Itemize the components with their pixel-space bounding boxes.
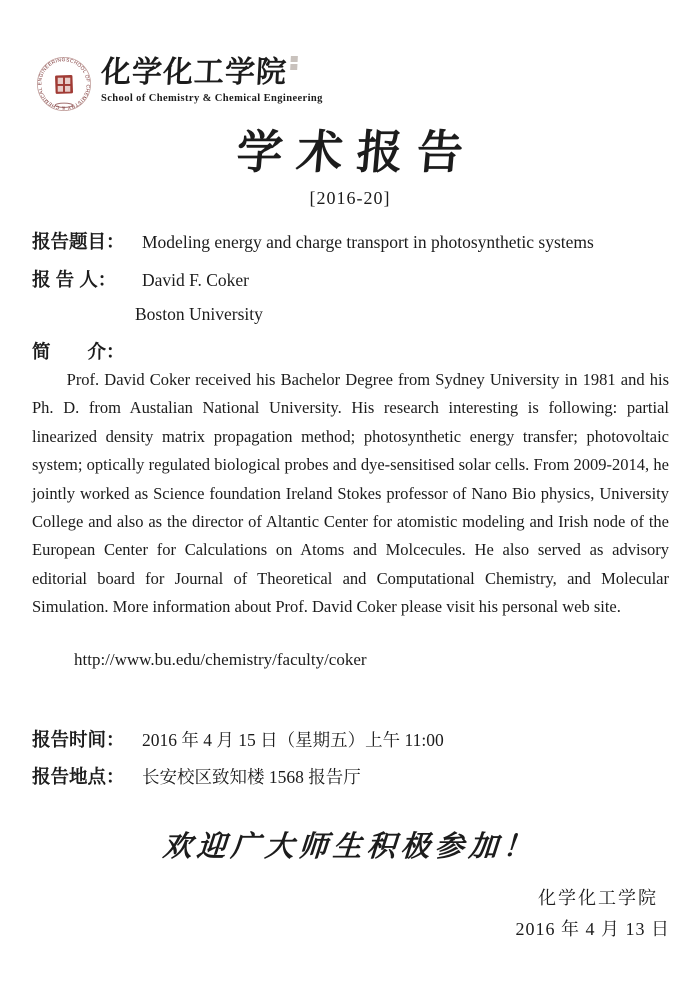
place-value: 长安校区致知楼 1568 报告厅 (142, 767, 361, 787)
school-logo (35, 54, 323, 114)
field-topic (32, 228, 668, 254)
speaker-label: 报 告 人： (32, 269, 117, 290)
topic-value: Modeling energy and charge transport in photosynthetic systems (142, 232, 594, 252)
intro-paragraph: Prof. David Coker received his Bachelor Degree from Sydney University in 1981 and his Ph. D. from Austalian National University. His research interesting is following: partial linearized density matrix propagation method; photosynthetic energy transfer; photovoltaic system; optically regulated biological probes and dye-sensitised solar cells. From 2009-2014, he jointly worked as Science foundation Ireland Stokes professor of Nano Bio physics, University College and also as the director of Altantic Center for atomistic modeling and Irish node of the European Center for Calculations on Atoms and Molcecules. He also served as advisory editorial board for Journal of Theoretical and Computational Chemistry, and Molecular Simulation. More information about Prof. David Coker please visit his personal web site. (32, 370, 669, 617)
school-name-en: School of Chemistry & Chemical Engineering (101, 93, 323, 104)
issue-number: [2016-20] (309, 188, 391, 208)
logo-signature-mark (290, 56, 300, 74)
field-time (32, 726, 668, 752)
intro-label: 简 介： (32, 341, 125, 362)
field-place (32, 763, 668, 789)
topic-label: 报告题目： (32, 231, 125, 252)
signature-date: 2016 年 4 月 13 日 (515, 919, 670, 939)
speaker-value: David F. Coker (142, 270, 249, 290)
speaker-website-link[interactable]: http://www.bu.edu/chemistry/faculty/coker (74, 650, 367, 669)
closing-slogan: 欢迎广大师生积极参加！ (161, 831, 538, 863)
time-value: 2016 年 4 月 15 日（星期五）上午 11:00 (142, 730, 444, 750)
page-title: 学术报告 (234, 127, 479, 178)
speaker-affiliation: Boston University (135, 304, 263, 324)
signature-org: 化学化工学院 (538, 888, 658, 908)
field-speaker (32, 266, 668, 292)
svg-text:SCHOOL OF CHEMISTRY & CHEMICAL: SCHOOL OF CHEMISTRY & CHEMICAL ENGINEERING (38, 58, 90, 110)
time-label: 报告时间： (32, 729, 125, 750)
school-name-zh: 化学化工学院 (100, 56, 324, 90)
place-label: 报告地点： (32, 766, 125, 787)
website-line (74, 650, 367, 670)
school-seal-icon (35, 54, 93, 114)
